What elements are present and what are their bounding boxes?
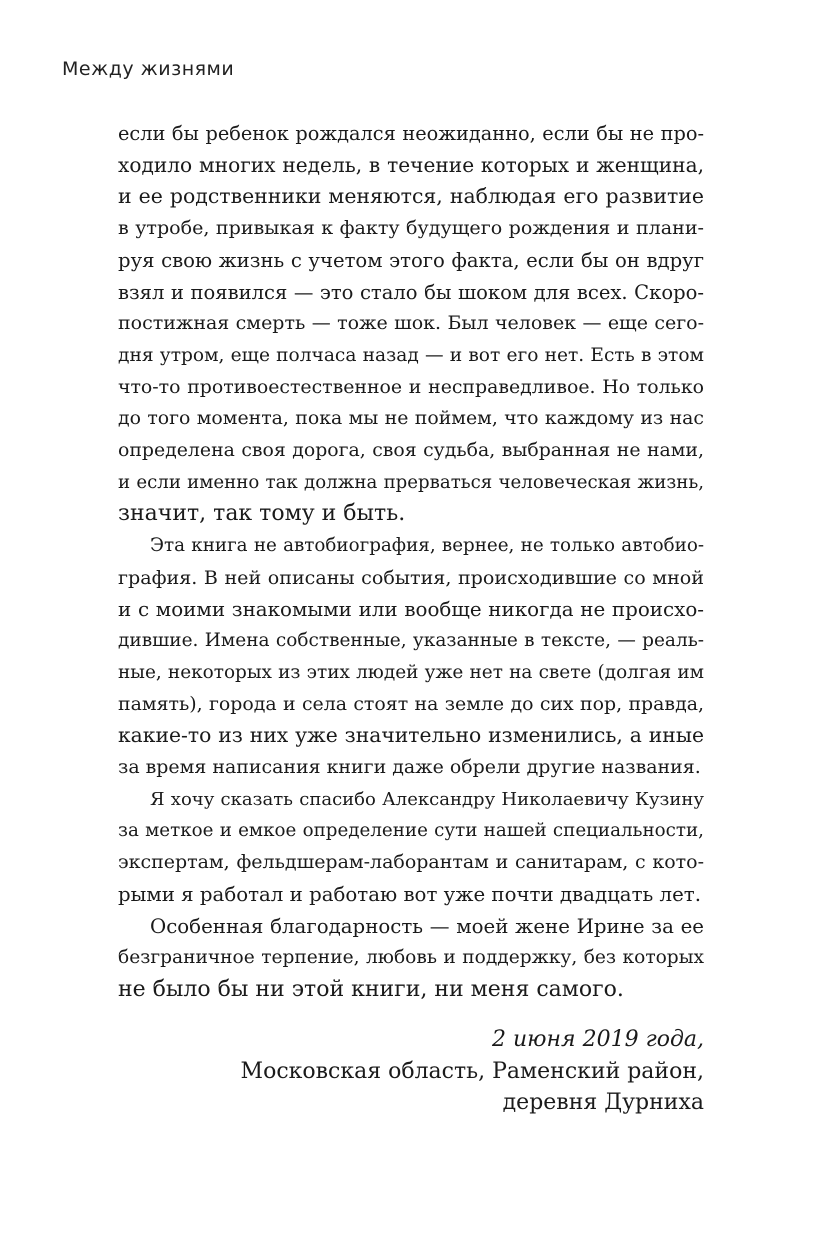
text-line: графия. В ней описаны события, происходившие со мной xyxy=(118,565,704,589)
signature-village: деревня Дурниха xyxy=(502,1090,704,1116)
paragraph-2 xyxy=(118,530,704,784)
text-line: определена своя дорога, своя судьба, выбранная не нами, xyxy=(118,439,704,462)
text-line: если бы ребенок рождался неожиданно, если бы не про- xyxy=(118,122,704,145)
text-line: рыми я работал и работаю вот уже почти двадцать лет. xyxy=(118,882,701,906)
text-line: экспертам, фельдшерам-лаборантам и санитарам, с кото- xyxy=(118,851,704,874)
paragraph-1 xyxy=(118,118,704,530)
text-line: Я хочу сказать спасибо Александру Николаевичу Кузину xyxy=(150,788,704,810)
text-line: взял и появился — это стало бы шоком для всех. Скоро- xyxy=(118,280,704,304)
text-line: Особенная благодарность — моей жене Ирине за ее xyxy=(150,914,704,938)
signature-date: 2 июня 2019 года, xyxy=(492,1027,704,1052)
text-line: ходило многих недель, в течение которых и женщина, xyxy=(118,152,704,177)
text-line: дившие. Имена собственные, указанные в тексте, — реаль- xyxy=(118,630,704,652)
text-line: значит, так тому и быть. xyxy=(118,501,406,527)
paragraph-4 xyxy=(118,911,704,1006)
signature-block xyxy=(241,1024,704,1119)
text-line: руя свою жизнь с учетом этого факта, если бы он вдруг xyxy=(118,248,704,272)
text-line: за меткое и емкое определение сути нашей специальности, xyxy=(118,820,704,842)
text-line: и ее родственники меняются, наблюдая его развитие xyxy=(118,184,704,209)
running-title: Между жизнями xyxy=(62,58,235,80)
text-line: и с моими знакомыми или вообще никогда не происхо- xyxy=(118,597,704,621)
text-line: Эта книга не автобиография, вернее, не только автобио- xyxy=(150,535,704,557)
text-line: и если именно так должна прерваться человеческая жизнь, xyxy=(118,471,704,493)
text-line: какие-то из них уже значительно изменились, а иные xyxy=(118,723,704,748)
text-line: за время написания книги даже обрели другие названия. xyxy=(118,756,701,779)
paragraph-3 xyxy=(118,784,704,911)
text-line: до того момента, пока мы не поймем, что каждому из нас xyxy=(118,407,704,430)
page-body xyxy=(118,118,704,1006)
text-line: ные, некоторых из этих людей уже нет на свете (долгая им xyxy=(118,661,704,683)
text-line: безграничное терпение, любовь и поддержку, без которых xyxy=(118,947,704,969)
signature-region: Московская область, Раменский район, xyxy=(240,1058,704,1084)
text-line: постижная смерть — тоже шок. Был человек — еще сего- xyxy=(118,312,704,335)
text-line: в утробе, привыкая к факту будущего рождения и плани- xyxy=(118,217,704,240)
text-line: память), города и села стоят на земле до сих пор, правда, xyxy=(118,692,704,715)
text-line: дня утром, еще полчаса назад — и вот его нет. Есть в этом xyxy=(118,344,704,366)
text-line: что-то противоестественное и несправедливое. Но только xyxy=(118,375,704,398)
text-line: не было бы ни этой книги, ни меня самого. xyxy=(118,976,624,1002)
